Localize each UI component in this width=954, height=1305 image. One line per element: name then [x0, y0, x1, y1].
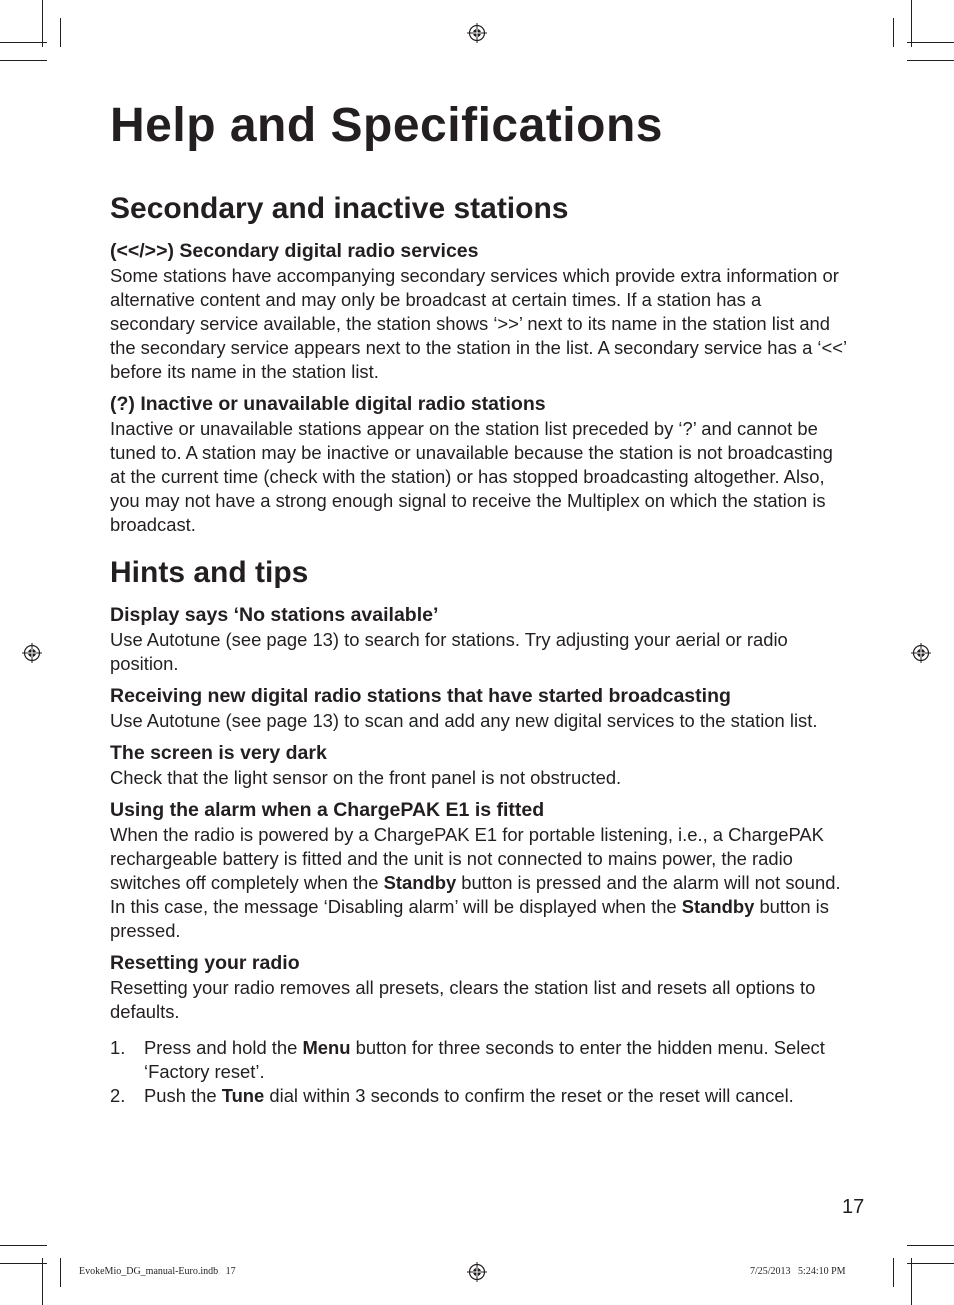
crop-mark [911, 1258, 912, 1305]
paragraph-new-stations: Use Autotune (see page 13) to scan and add any new digital services to the station list. [110, 710, 818, 731]
heading-no-stations: Display says ‘No stations available’ [110, 604, 439, 626]
crop-mark [0, 1263, 47, 1264]
crop-mark [0, 1245, 47, 1246]
crop-mark [911, 0, 912, 47]
crop-mark [893, 1258, 894, 1287]
heading-new-stations: Receiving new digital radio stations that have started broadcasting [110, 685, 731, 707]
text-run: dial within 3 seconds to confirm the reset or the reset will cancel. [264, 1085, 794, 1106]
heading-secondary-services: (<</>>) Secondary digital radio services [110, 240, 479, 262]
registration-mark-icon [911, 643, 931, 663]
bold-term-tune: Tune [221, 1085, 265, 1106]
registration-mark-icon [467, 23, 487, 43]
heading-inactive-stations: (?) Inactive or unavailable digital radio stations [110, 393, 546, 415]
heading-screen-dark: The screen is very dark [110, 742, 327, 764]
text-run: Push the [144, 1085, 222, 1106]
crop-mark [60, 1258, 61, 1287]
list-item [110, 1084, 850, 1108]
text-run: button is pressed and the alarm will not sound. In this case, the message ‘Disabling alarm’ will be displayed when the [110, 872, 841, 917]
section-title-hints-tips: Hints and tips [110, 556, 309, 589]
page-title: Help and Specifications [110, 99, 663, 152]
crop-mark [907, 1245, 954, 1246]
bold-term-standby: Standby [383, 872, 457, 893]
crop-mark [907, 42, 954, 43]
crop-mark [60, 18, 61, 47]
text-run: Press and hold the [144, 1037, 303, 1058]
paragraph-resetting: Resetting your radio removes all presets, clears the station list and resets all options to defaults. [110, 977, 816, 1022]
step-number: 1. [110, 1037, 126, 1058]
crop-mark [907, 1263, 954, 1264]
footer-datetime-slug: 7/25/2013 5:24:10 PM [750, 1266, 846, 1277]
crop-mark [42, 1258, 43, 1305]
paragraph-alarm-chargepak [110, 823, 850, 943]
crop-mark [893, 18, 894, 47]
paragraph-no-stations: Use Autotune (see page 13) to search for stations. Try adjusting your aerial or radio position. [110, 629, 788, 674]
crop-mark [0, 60, 47, 61]
reset-steps-list [110, 1036, 850, 1108]
text-run: button for three seconds to enter the hidden menu. Select ‘Factory reset’. [144, 1037, 825, 1082]
registration-mark-icon [467, 1262, 487, 1282]
crop-mark [42, 0, 43, 47]
heading-alarm-chargepak: Using the alarm when a ChargePAK E1 is fitted [110, 799, 545, 821]
footer-file-slug: EvokeMio_DG_manual-Euro.indb 17 [79, 1266, 236, 1277]
registration-mark-icon [22, 643, 42, 663]
list-item [110, 1036, 850, 1084]
bold-term-standby: Standby [681, 896, 755, 917]
step-number: 2. [110, 1085, 126, 1106]
page-content [110, 96, 850, 1108]
crop-mark [0, 42, 47, 43]
paragraph-screen-dark: Check that the light sensor on the front panel is not obstructed. [110, 767, 622, 788]
bold-term-menu: Menu [302, 1037, 351, 1058]
page-number: 17 [842, 1196, 865, 1218]
paragraph-secondary-services: Some stations have accompanying secondary services which provide extra information or alternative content and may only be broadcast at certain times. If a station has a secondary service available, the station shows ‘>>’ next to its name in the station list and the secondary service appears next to the station in the list. A secondary service has a ‘<<’ before its name in the station list. [110, 265, 847, 382]
heading-resetting: Resetting your radio [110, 952, 300, 974]
paragraph-inactive-stations: Inactive or unavailable stations appear on the station list preceded by ‘?’ and cannot be tuned to. A station may be inactive or unavailable because the station is not broadcasting at the current time (check with the station) or has stopped broadcasting altogether. Also, you may not have a strong enough signal to receive the Multiplex on which the station is broadcast. [110, 418, 833, 535]
section-title-secondary-inactive: Secondary and inactive stations [110, 192, 569, 225]
crop-mark [907, 60, 954, 61]
text-run: button is pressed. [110, 896, 829, 941]
text-run: When the radio is powered by a ChargePAK E1 for portable listening, i.e., a ChargePAK rechargeable battery is fitted and the unit is not connected to mains power, the radio switches off completely when the [110, 824, 824, 893]
